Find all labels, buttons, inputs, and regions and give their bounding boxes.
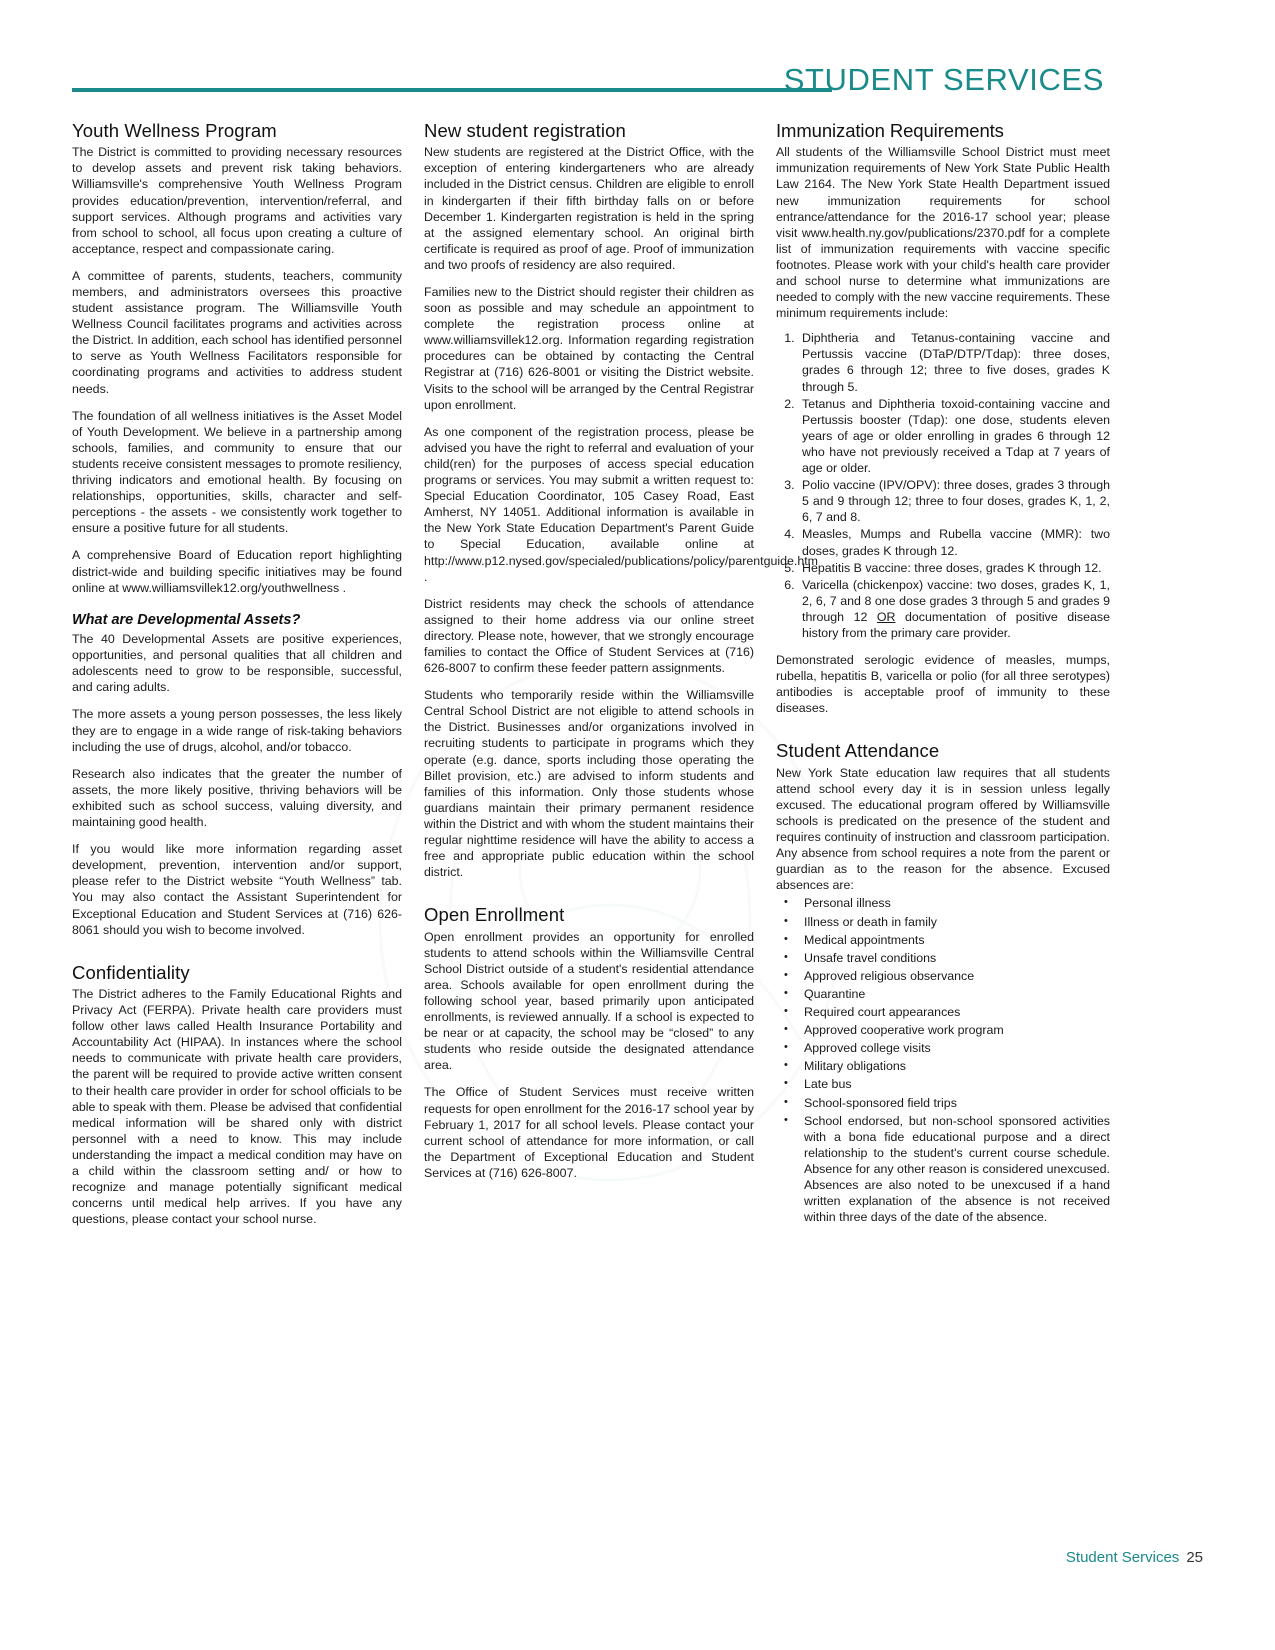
list-item: 4. Measles, Mumps and Rubella vaccine (MMR): two doses, grades K through 12.	[798, 526, 1110, 558]
subsection-heading-developmental-assets: What are Developmental Assets?	[72, 611, 301, 628]
list-item: • Required court appearances	[776, 1004, 1110, 1020]
paragraph-developmental-assets-1: The 40 Developmental Assets are positive experiences, opportunities, and personal qualities that all children and adolescents need to grow to be responsible, successful, and caring adults.	[72, 632, 402, 695]
paragraph-open-enrollment-1: Open enrollment provides an opportunity for enrolled students to attend schools within the Williamsville Central School District outside of a student's residential attendance area. Schools available for open enrollment during the following school year, based primarily upon anticipated enrollments, is reviewed annually. If a school is expected to be near or at capacity, the school may be “closed” to any students who reside outside the designated attendance area.	[424, 929, 754, 1073]
list-item: • Quarantine	[776, 986, 1110, 1002]
list-item: • Approved religious observance	[776, 968, 1110, 984]
list-item-varicella	[798, 577, 1110, 641]
list-item: 3. Polio vaccine (IPV/OPV): three doses, grades 3 through 5 and 9 through 12; three to four doses, grades K, 1, 2, 6, 7 and 8.	[798, 477, 1110, 525]
paragraph-youth-wellness-4: A comprehensive Board of Education report highlighting district-wide and building specific initiatives may be found online at www.williamsvillek12.org/youthwellness .	[72, 548, 402, 595]
list-item: 2. Tetanus and Diphtheria toxoid-containing vaccine and Pertussis booster (Tdap): one dose, students eleven years of age or older enrolling in grades 6 through 12 who have not previously received a Tdap at 7 years of age or older.	[798, 396, 1110, 476]
paragraph-registration-4: District residents may check the schools of attendance assigned to their home address via our online street directory. Please note, however, that we strongly encourage families to contact the Office of Student Services at (716) 626-8007 to confirm these feeder pattern assignments.	[424, 596, 754, 676]
list-item: • School-sponsored field trips	[776, 1095, 1110, 1111]
immunization-requirements-list	[776, 330, 1110, 641]
paragraph-youth-wellness-2: A committee of parents, students, teachers, community members, and administrators oversees this proactive student assistance program. The Williamsville Youth Wellness Council facilitates programs and activities across the District. In addition, each school has identified personnel to serve as Youth Wellness Facilitators responsible for coordinating programs and activities to address student needs.	[72, 268, 402, 396]
varicella-or-emphasis: OR	[876, 609, 896, 624]
section-spacer	[776, 727, 1110, 740]
section-heading-new-student-registration: New student registration	[424, 120, 626, 141]
section-heading-youth-wellness-program: Youth Wellness Program	[72, 120, 277, 141]
footer-label: Student Services	[1065, 1549, 1180, 1566]
list-item: • Approved college visits	[776, 1040, 1110, 1056]
list-item: • Late bus	[776, 1076, 1110, 1092]
paragraph-open-enrollment-2: The Office of Student Services must receive written requests for open enrollment for the 2016-17 school year by February 1, 2017 for all school levels. Please contact your current school of attendance for more information, or call the Department of Exceptional Education and Student Services at (716) 626-8007.	[424, 1085, 754, 1180]
paragraph-registration-5: Students who temporarily reside within the Williamsville Central School District are not eligible to attend schools in the District. Businesses and/or organizations involved in recruiting students to participate in programs which they operate (e.g. dance, sports including those operating the Billet provision, etc.) are advised to inform students and families of this information. Only those students whose guardians maintain their primary permanent residence within the District and with whom the student maintains their regular nighttime residence will have the ability to access a free and appropriate public education within the school district.	[424, 688, 754, 880]
page-title: STUDENT SERVICES	[783, 62, 1104, 97]
list-item: • School endorsed, but non-school sponsored activities with a bona fide educational purpose and a direct relationship to the student's current course schedule. Absence for any other reason is considered unexcused. Absences are also noted to be unexcused if a hand written explanation of the absence is not received within three days of the date of the absence.	[776, 1113, 1110, 1226]
section-heading-confidentiality: Confidentiality	[72, 961, 190, 983]
section-spacer	[424, 891, 754, 904]
varicella-text-part-two: documentation of positive disease history from the primary care provider.	[802, 609, 1110, 640]
list-item: • Personal illness	[776, 895, 1110, 911]
section-heading-student-attendance: Student Attendance	[776, 740, 940, 762]
list-item: • Military obligations	[776, 1058, 1110, 1074]
paragraph-developmental-assets-4: If you would like more information regarding asset development, prevention, intervention and/or support, please refer to the District website “Youth Wellness” tab. You may also contact the Assistant Superintendent for Exceptional Education and Student Services at (716) 626-8061 should you wish to become involved.	[72, 842, 402, 937]
paragraph-developmental-assets-2: The more assets a young person possesses, the less likely they are to engage in a wide range of risk-taking behaviors including the use of drugs, alcohol, and/or tobacco.	[72, 707, 402, 754]
paragraph-immunization-1: All students of the Williamsville School District must meet immunization requirements of New York State Public Health Law 2164. The New York State Health Department issued new immunization requirements for school entrance/attendance for the 2016-17 school year; please visit www.health.ny.gov/publications/2370.pdf for a complete list of immunization requirements with vaccine specific footnotes. Please work with your child's health care provider and school nurse to determine what immunizations are needed to comply with the new vaccine requirements. These minimum requirements include:	[776, 145, 1110, 321]
section-heading-open-enrollment: Open Enrollment	[424, 904, 565, 926]
list-item: • Medical appointments	[776, 932, 1110, 948]
list-item: 5. Hepatitis B vaccine: three doses, grades K through 12.	[798, 560, 1110, 576]
section-heading-immunization-requirements: Immunization Requirements	[776, 120, 1004, 141]
list-item: • Approved cooperative work program	[776, 1022, 1110, 1038]
paragraph-registration-1: New students are registered at the District Office, with the exception of entering kindergarteners who are already included in the District census. Children are eligible to enroll in kindergarten if their fifth birthday falls on or before December 1. Kindergarten registration is held in the spring at the assigned elementary school. An original birth certificate is required as proof of age. Proof of immunization and two proofs of residency are also required.	[424, 145, 754, 272]
list-item: • Illness or death in family	[776, 914, 1110, 930]
page-header	[72, 62, 1104, 112]
paragraph-registration-3: As one component of the registration process, please be advised you have the right to referral and evaluation of your child(ren) for the purposes of access special education programs or services. You may submit a written request to: Special Education Coordinator, 105 Casey Road, East Amherst, NY 14051. Additional information is available in the New York State Education Department's Parent Guide to Special Education, available online at http://www.p12.nysed.gov/specialed/publications/policy/parentguide.htm .	[424, 424, 818, 584]
varicella-text-part-one: Varicella (chickenpox) vaccine: two doses, grades K, 1, 2, 6, 7 and 8 one dose grades 3 through 5 and grades 9 through 12	[802, 577, 1110, 624]
section-spacer	[72, 949, 402, 962]
list-item: 1. Diphtheria and Tetanus-containing vaccine and Pertussis vaccine (DTaP/DTP/Tdap): three doses, grades 6 through 12; three to five doses, grades K through 5.	[798, 330, 1110, 394]
paragraph-developmental-assets-3: Research also indicates that the greater the number of assets, the more likely positive, thriving behaviors will be exhibited such as school success, valuing diversity, and maintaining good health.	[72, 766, 402, 830]
column-two	[424, 120, 818, 1181]
header-rule	[72, 88, 832, 92]
paragraph-confidentiality-1: The District adheres to the Family Educational Rights and Privacy Act (FERPA). Private health care providers must follow other laws called Health Insurance Portability and Accountability Act (HIPAA). In instances where the school needs to communicate with private health care providers, the parent will be required to provide active written consent to their health care provider in order for school officials to be able to speak with them. Please be advised that confidential medical information will be shared only with district personnel with a need to know. This may include understanding the impact a medical condition may have on a child within the classroom setting and/ or how to recognize and manage potentially significant medical concerns until medical help arrives. If you have any questions, please contact your school nurse.	[72, 986, 402, 1227]
excused-absences-list	[776, 895, 1110, 1225]
paragraph-youth-wellness-3: The foundation of all wellness initiatives is the Asset Model of Youth Development. We believe in a partnership among schools, families, and community to ensure that our students receive consistent messages to promote resiliency, thriving indicators and emotional health. By focusing on relationships, opportunities, skills, character and self- perceptions - the assets - we consistently work together to ensure a positive future for all students.	[72, 408, 402, 536]
page-footer	[1066, 1549, 1203, 1566]
paragraph-registration-2: Families new to the District should register their children as soon as possible and may schedule an appointment to complete the registration process online at www.williamsvillek12.org. Information regarding registration procedures can be obtained by contacting the Central Registrar at (716) 626-8001 or visiting the District website. Visits to the school will be arranged by the Central Registrar upon enrollment.	[424, 285, 754, 412]
column-three	[776, 120, 1110, 1227]
column-one	[72, 120, 402, 1227]
footer-page-number: 25	[1186, 1549, 1203, 1566]
paragraph-youth-wellness-1: The District is committed to providing necessary resources to develop assets and prevent risk taking behaviors. Williamsville's comprehensive Youth Wellness Program provides education/prevention, intervention/referral, and support services. Although programs and activities vary from school to school, all focus upon creating a culture of acceptance, respect and compassionate caring.	[72, 145, 402, 256]
list-item: • Unsafe travel conditions	[776, 950, 1110, 966]
paragraph-attendance-1: New York State education law requires that all students attend school every day it is in session unless legally excused. The educational program offered by Williamsville schools is predicated on the presence of the student and requires continuity of instruction and classroom participation. Any absence from school requires a note from the parent or guardian as to the reason for the absence. Excused absences are:	[776, 765, 1110, 893]
paragraph-immunization-2: Demonstrated serologic evidence of measles, mumps, rubella, hepatitis B, varicella or polio (for all three serotypes) antibodies is acceptable proof of immunity to these diseases.	[776, 653, 1110, 716]
